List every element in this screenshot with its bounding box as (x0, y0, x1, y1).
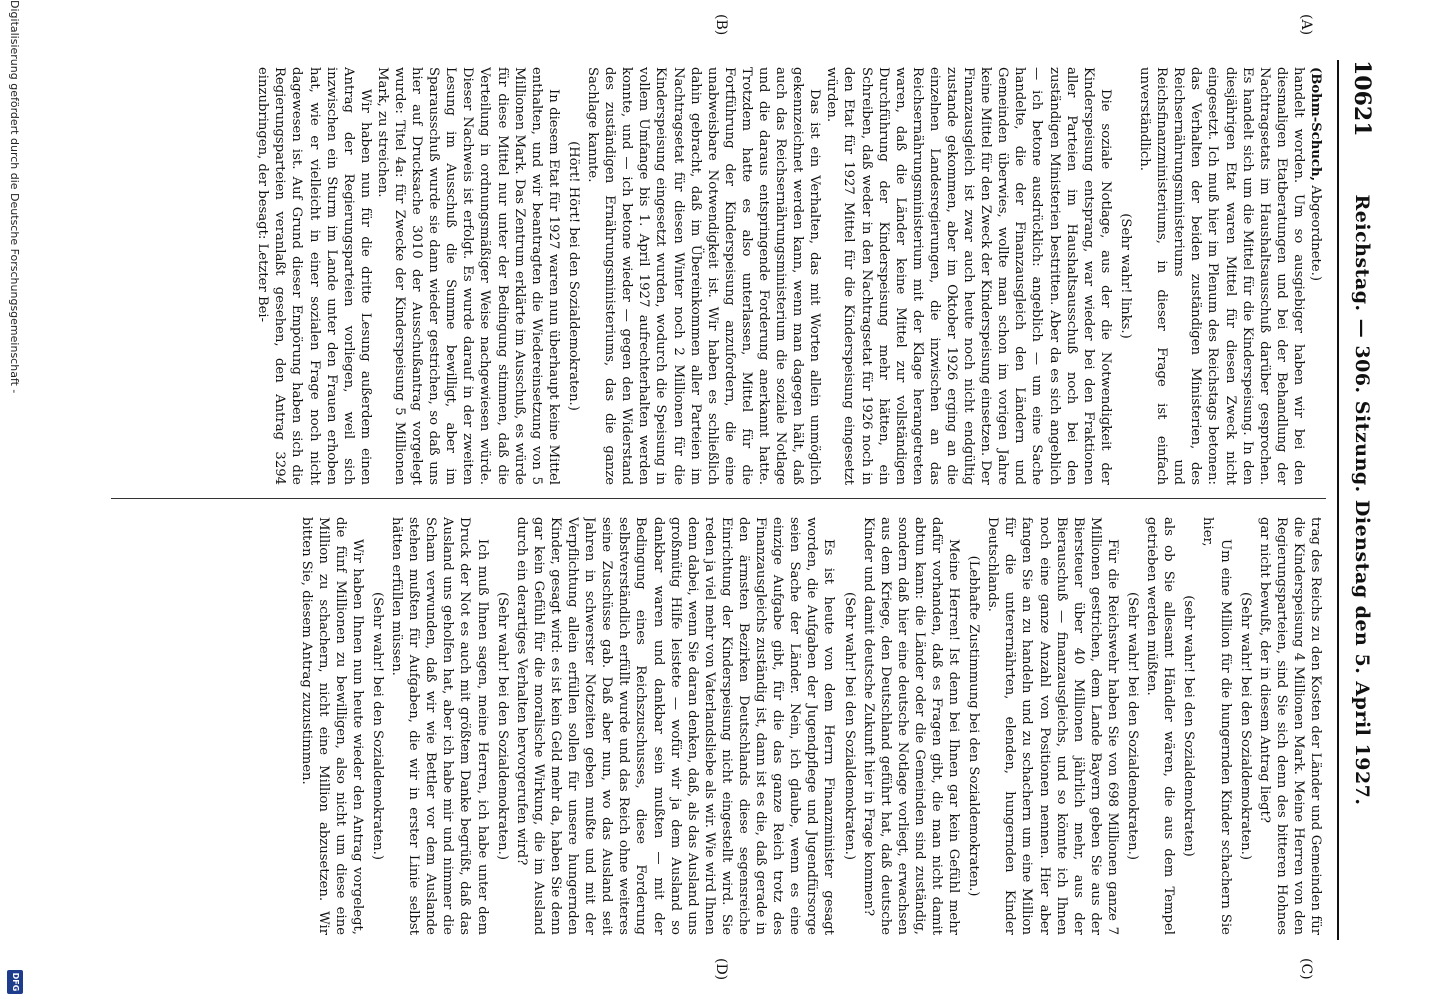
paragraph: trag des Reichs zu den Kosten der Länder und Gemeinden für die Kinderspeisung 4 Millionen Mark. Meine Herren von den Regierungsparteien, sind Sie sich denn des bitteren Hohnes gar nicht bewußt, der in diesem Antrag liegt? (1256, 517, 1323, 935)
paragraph: Die soziale Notlage, aus der die Notwendigkeit der Kinderspeisung entsprang, war wieder bei den Fraktionen aller Parteien im Haushaltsausschuß noch bei den zuständigen Ministerien bestritten. Aber da es sich angeblich — ich betone ausdrücklich: angeblich — um eine Sache handelte, die der Finanzausgleich den Ländern und Gemeinden überwies, wollte man schon im vorigen Jahre keine Mittel für den Zweck der Kinderspeisung einsetzen. Der Finanzausgleich ist zwar auch heute noch nicht endgültig zustande gekommen, aber im Oktober 1926 erging an die einzelnen Landesregierungen, die inzwischen an das Reichsernährungsministerium mit der Klage herangetreten waren, daß die Länder keine Mittel zur vollständigen Durchführung der Kinderspeisung mehr hätten, ein Schreiben, daß weder in den Nachtragsetat für 1926 noch in den Etat für 1927 Mittel für die Kinderspeisung eingesetzt würden. (824, 67, 1113, 485)
footer-credit: Digitalisierung gefördert durch die Deutsche Forschungsgemeinschaft - (8, 0, 21, 394)
paragraph: Wir haben Ihnen nun heute wieder den Antrag vorgelegt, die fünf Millionen zu bewilligen, also nicht um diese eine Million zu schachern, nicht eine Million abzusetzen. Wir bitten Sie, diesem Antrag zuzustimmen. (298, 517, 365, 935)
paragraph: In diesem Etat für 1927 waren nun überhaupt keine Mittel enthalten, und wir beantragten die Wiedereinsetzung von 5 Millionen Mark. Das Zentrum erklärte im Ausschuß, es würde für diese Mittel nur unter der Bedingung stimmen, daß die Verteilung in ordnungsmäßiger Weise nachgewiesen würde. Dieser Nachweis ist erfolgt. Es wurde darauf in der zweiten Lesung im Ausschuß die Summe bewilligt, aber im Sparausschuß wurde sie dann wieder gestrichen, so daß uns hier auf Drucksache 3010 der Ausschußantrag vorgelegt wurde: Titel 4a: für Zwecke der Kinderspeisung 5 Millionen Mark, zu streichen. (374, 67, 561, 485)
dfg-logo-icon: DFG (7, 970, 23, 994)
paragraph: Wir haben nun für die dritte Lesung außerdem einen Antrag der Regierungsparteien vorliegen, weil sich inzwischen ein Sturm im Lande unter den Frauen erhoben hat, wie er vielleicht in einer sozialen Frage noch nicht dagewesen ist. Auf Grund dieser Empörung haben sich die Regierungsparteien veranlaßt gesehen, den Antrag 3294 einzubringen, der besagt: Letzter Bei- (255, 67, 373, 485)
paragraph: Ich muß Ihnen sagen, meine Herren, ich habe unter dem Druck der Not es auch mit größtem Danke begrüßt, daß das Ausland uns geholfen hat, aber ich habe mir und nimmer die Scham verwunden, daß wir wie Bettler vor dem Auslande stehen mußten für Aufgaben, die wir in erster Linie selbst hätten erfüllen müssen. (389, 517, 490, 935)
margin-marker-b: (B) (713, 14, 729, 36)
right-text-column (104, 517, 1324, 935)
margin-marker-d: (D) (713, 958, 729, 981)
speaker-line (1307, 67, 1324, 485)
interjection: (Sehr wahr! bei den Sozialdemokraten.) (1125, 592, 1141, 860)
interjection: (Sehr wahr! bei den Sozialdemokraten.) (1237, 592, 1253, 860)
interjection: (Sehr wahr! bei den Sozialdemokraten.) (494, 592, 510, 860)
paragraph: Für die Reichswehr haben Sie von 698 Millionen ganze 7 Millionen gestrichen, dem Lande Bayern geben Sie aus der Biersteuer über 40 Millionen jährlich mehr, aus der Bierauschuß — finanzausgleichs, und so könnte ich Ihnen noch eine ganze Anzahl von Positionen nennen. Hier aber fangen Sie an zu handeln und zu schachern um eine Million für die unterernährten, elenden, hungernden Kinder Deutschlands. (985, 517, 1120, 935)
paragraph: Um eine Million für die hungernden Kinder schachern Sie hier, (1200, 517, 1233, 935)
interjection: (Lebhafte Zustimmung bei den Sozialdemokraten.) (966, 555, 982, 897)
paragraph: handelt worden. Um so ausgiebiger haben wir bei den diesmaligen Etatberatungen und bei der Behandlung der Nachtragsetats im Haushaltsausschuß darüber gesprochen. Es handelt sich um die Mittel für die Kinderspeisung. In den diesjährigen Etat waren Mittel für diesen Zweck nicht eingesetzt. Ich muß hier im Plenum des Reichstags betonen: das Verhalten der beiden zuständigen Ministerien, des Reichsernährungsministeriums und Reichsfinanzministeriums, in dieser Frage ist einfach unverständlich. (1137, 67, 1306, 485)
interjection: (Hört! Hört! bei den Sozialdemokraten.) (565, 141, 581, 411)
paragraph: Es ist heute von dem Herrn Finanzminister gesagt worden, die Aufgaben der Jugendpflege und Jugendfürsorge seien Sache der Länder. Nein, ich glaube, wenn es eine einzige Aufgabe gibt, für die das ganze Reich trotz des Finanzausgleichs zuständig ist, dann ist es die, daß gerade in den ärmsten Bezirken Deutschlands diese segensreiche Einrichtung der Kinderspeisung nicht eingestellt wird. Sie reden ja viel mehr von Vaterlandsliebe als wir. Wie wird Ihnen denn dabei, wenn Sie daran denken, daß, als das Ausland uns großmütig Hilfe leistete — wofür wir ja dem Ausland so dankbar waren und dankbar sein mußten — mit der Bedingung eines Reichszuschusses, diese Forderung selbstverständlich erfüllt wurde und das Reich ohne weiteres seine Zuschüsse gab. Daß aber nun, wo das Ausland seit Jahren in schwerster Notzeiten geben mußte und mit der Verpflichtung allein erfüllen sollen für unsere hungernden Kinder, gesagt wird: es ist kein Geld mehr da, haben Sie denn gar kein Gefühl für die moralische Wirkung, die im Ausland durch ein derartiges Verhalten hervorgerufen wird? (513, 517, 837, 935)
margin-marker-a: (A) (1298, 14, 1314, 36)
paragraph: Das ist ein Verhalten, das mit Worten allein unmöglich gekennzeichnet werden kann, wenn man dagegen hält, daß auch das Reichsernährungsministerium die soziale Notlage und die daraus entspringende Forderung anerkannt hatte. Trotzdem hatte es also unterlassen, Mittel für die Fortführung der Kinderspeisung anzufordern, die eine unabweisbare Notwendigkeit ist. Wir haben es schließlich dahin gebracht, daß im Übereinkommen aller Parteien im Nachtragsetat für diesen Winter noch 2 Millionen für die Kinderspeisung eingesetzt wurden, wodurch die Speisung in vollem Umfange bis 1. April 1927 aufrechterhalten werden konnte, und — ich betone wieder — gegen den Widerstand des zuständigen Ernährungsministeriums, das die ganze Sachlage kannte. (585, 67, 823, 485)
interjection: (Sehr wahr! bei den Sozialdemokraten.) (370, 592, 386, 860)
interjection: (Sehr wahr! links.) (1117, 213, 1133, 339)
paragraph: als ob Sie allesamt Händler wären, die aus dem Tempel getrieben werden müßten. (1144, 517, 1177, 935)
speaker-role: Abgeordnete.) (1308, 181, 1323, 281)
paragraph: Meine Herren! Ist denn bei Ihnen gar kein Gefühl mehr dafür vorhanden, daß es Fragen gibt, die man nicht damit abtun kann: die Länder oder die Gemeinden sind zuständig, sondern daß hier eine deutsche Notlage vorliegt, erwachsen aus dem Kriege, den Deutschland geführt hat, daß deutsche Kinder und damit deutsche Zukunft hier in Frage kommen? (860, 517, 962, 935)
page-header (1337, 60, 1379, 940)
interjection: (Sehr wahr! bei den Sozialdemokraten.) (841, 592, 857, 860)
left-text-column (104, 67, 1324, 485)
column-divider (111, 498, 1326, 499)
digitization-footer (3, 0, 23, 1000)
margin-marker-c: (C) (1298, 958, 1314, 980)
interjection: (sehr wahr! bei den Sozialdemokraten) (1181, 595, 1197, 857)
page-number: 10621 (1349, 60, 1375, 137)
speaker-name: (Bohm-Schuch, (1308, 67, 1323, 182)
page-title: Reichstag. — 306. Sitzung. Dienstag den 5. April 1927. (1351, 194, 1373, 806)
